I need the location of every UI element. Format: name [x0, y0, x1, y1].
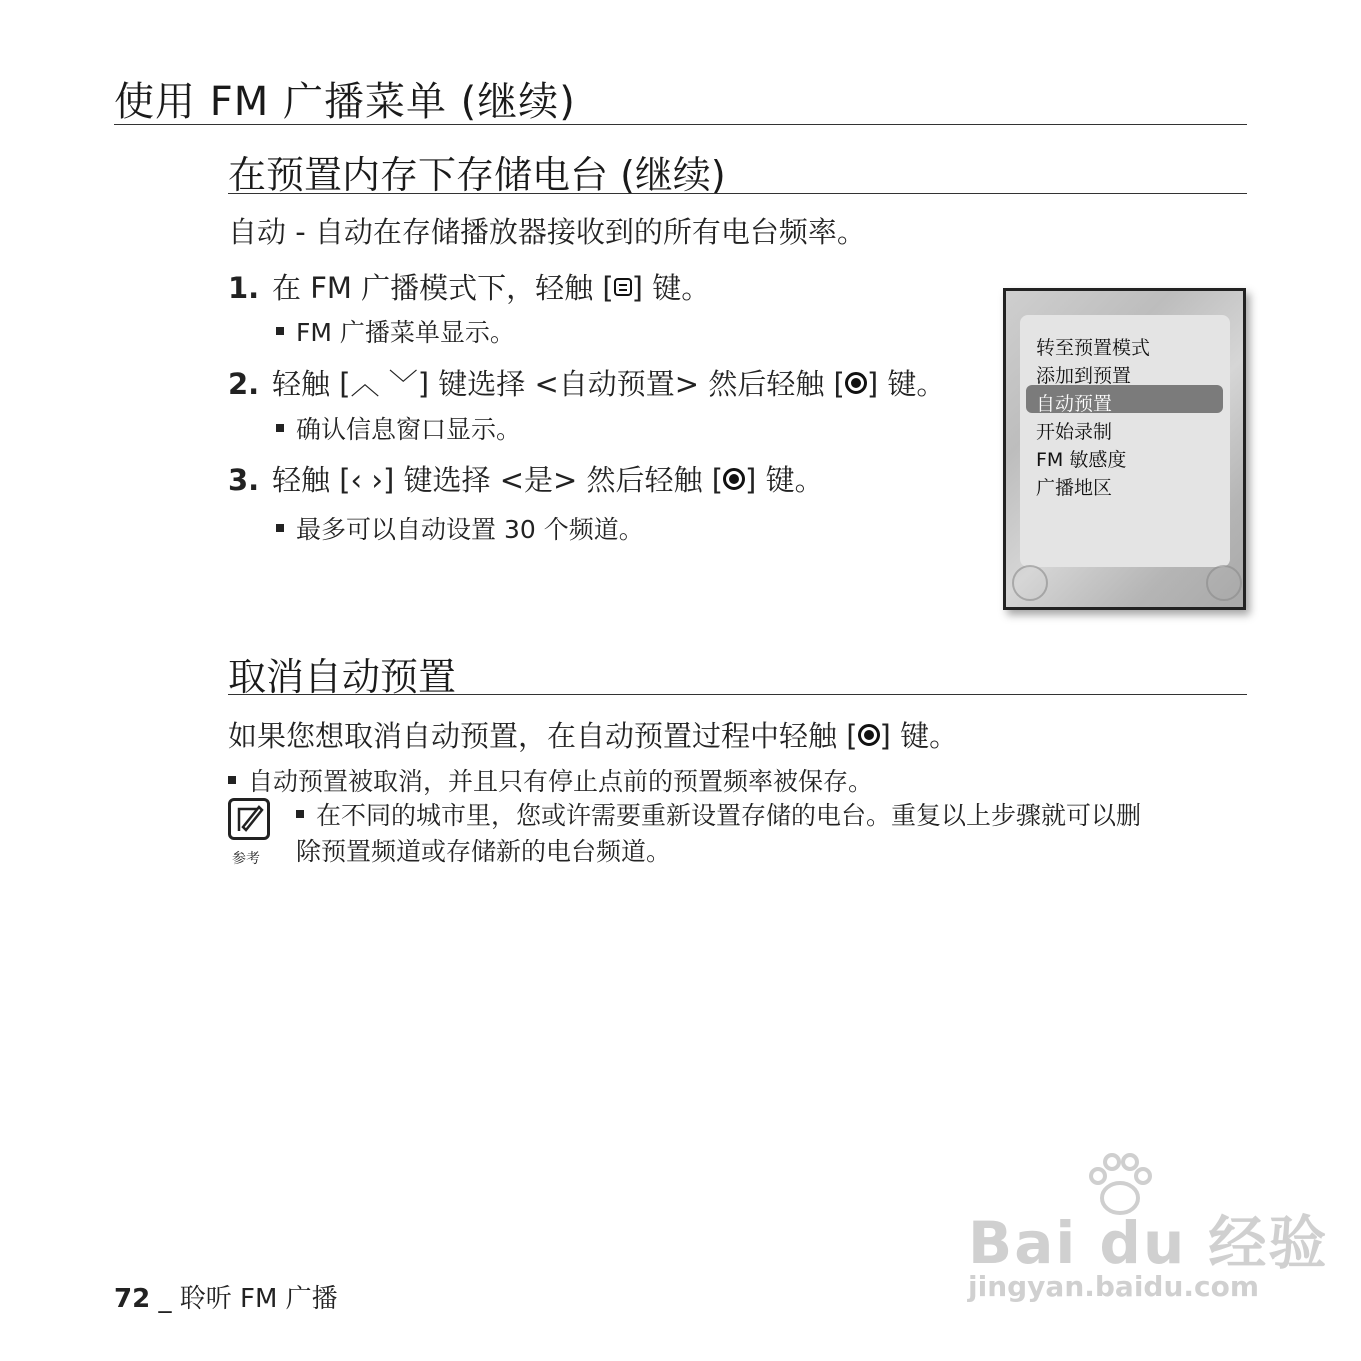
watermark-url: jingyan.baidu.com: [968, 1270, 1260, 1303]
step-1-bullet: [276, 313, 515, 349]
bullet-text: FM 广播菜单显示。: [296, 318, 515, 347]
step-text: 轻触 [‹ ›] 键选择 <是> 然后轻触 [: [272, 463, 724, 497]
cancel-intro-text: 如果您想取消自动预置，在自动预置过程中轻触 [: [228, 719, 858, 753]
step-text: 在 FM 广播模式下，轻触 [: [272, 271, 614, 305]
menu-item-add-preset[interactable]: 添加到预置: [1036, 365, 1132, 387]
section-title-store: 在预置内存下存储电台 (继续): [228, 153, 726, 197]
footer-text: _ 聆听 FM 广播: [158, 1284, 338, 1314]
menu-item-preset-mode[interactable]: 转至预置模式: [1036, 337, 1151, 359]
step-2: [228, 362, 945, 403]
ornament-icon: [1206, 565, 1242, 601]
menu-key-icon: [614, 278, 632, 296]
bullet-text: 确认信息窗口显示。: [296, 415, 522, 444]
bullet-text: 自动预置被取消，并且只有停止点前的预置频率被保存。: [248, 767, 874, 796]
select-key-icon: [858, 724, 880, 746]
step-2-bullet: [276, 410, 521, 446]
note-label: 参考: [232, 851, 260, 867]
title-rule: [114, 124, 1247, 125]
step-text: 轻触 [︿ ﹀] 键选择 <自动预置> 然后轻触 [: [272, 367, 845, 401]
note-icon: [228, 798, 270, 840]
step-number: 1.: [228, 271, 260, 305]
step-text-end: ] 键。: [631, 271, 711, 305]
step-3: [228, 458, 824, 499]
cancel-intro: [228, 714, 958, 755]
cancel-bullet: [228, 762, 873, 798]
step-number: 3.: [228, 463, 260, 497]
menu-item-fm-sensitivity[interactable]: FM 敏感度: [1036, 449, 1127, 471]
cancel-intro-end: ] 键。: [879, 719, 959, 753]
bullet-text: 最多可以自动设置 30 个频道。: [296, 515, 644, 544]
bullet-icon: [276, 524, 284, 532]
menu-item-auto-preset[interactable]: 自动预置: [1036, 393, 1113, 415]
step-text-end: ] 键。: [866, 367, 946, 401]
bullet-icon: [276, 327, 284, 335]
step-text-end: ] 键。: [745, 463, 824, 497]
page-title: 使用 FM 广播菜单 (继续): [114, 79, 576, 125]
step-3-bullet: [276, 510, 644, 546]
bullet-icon: [296, 810, 304, 818]
ornament-icon: [1012, 565, 1048, 601]
note-text: 在不同的城市里，您或许需要重新设置存储的电台。重复以上步骤就可以删: [316, 801, 1142, 830]
bullet-icon: [276, 424, 284, 432]
select-key-icon: [845, 372, 867, 394]
auto-intro: 自动 - 自动在存储播放器接收到的所有电台频率。: [228, 215, 866, 249]
device-screen: [1003, 288, 1246, 610]
watermark-brand: Bai du 经验: [968, 1209, 1329, 1277]
page-footer: [114, 1278, 338, 1315]
note-text-line2: 除预置频道或存储新的电台频道。: [296, 837, 672, 866]
bullet-icon: [228, 776, 236, 784]
menu-item-record[interactable]: 开始录制: [1036, 421, 1113, 443]
section-title-cancel: 取消自动预置: [228, 655, 457, 699]
page-number: 72: [114, 1284, 151, 1314]
note-text-line1: [296, 796, 1141, 832]
section-rule-2: [228, 694, 1247, 695]
menu-item-region[interactable]: 广播地区: [1036, 477, 1113, 499]
step-1: [228, 266, 710, 307]
section-rule-1: [228, 193, 1247, 194]
select-key-icon: [723, 468, 745, 490]
step-number: 2.: [228, 367, 260, 401]
